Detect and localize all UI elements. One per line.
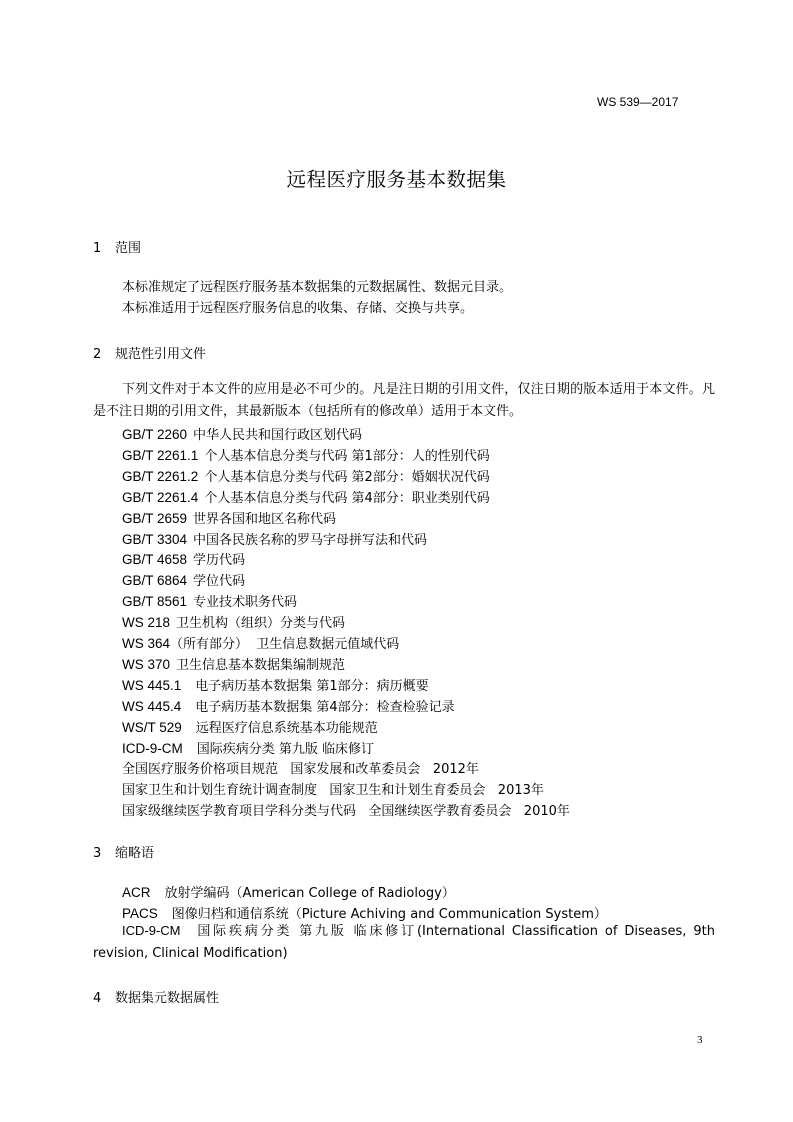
reference-item bbox=[122, 591, 297, 610]
abbreviation-item bbox=[93, 920, 715, 965]
section-4-heading bbox=[93, 987, 219, 1006]
section-1-heading bbox=[93, 237, 141, 256]
reference-item-other: 国家级继续医学教育项目学科分类与代码 全国继续医学教育委员会 2010年 bbox=[122, 804, 570, 819]
section-title: 数据集元数据属性 bbox=[115, 991, 220, 1006]
reference-code: WS/T 529 bbox=[122, 720, 182, 735]
reference-title: 世界各国和地区名称代码 bbox=[193, 512, 337, 527]
reference-code: GB/T 4658 bbox=[122, 552, 188, 567]
reference-title: 远程医疗信息系统基本功能规范 bbox=[195, 721, 378, 736]
reference-title: 卫生信息基本数据集编制规范 bbox=[176, 658, 346, 673]
reference-item bbox=[122, 529, 427, 548]
reference-item-other: 国家卫生和计划生育统计调查制度 国家卫生和计划生育委员会 2013年 bbox=[122, 783, 544, 798]
reference-code: GB/T 3304 bbox=[122, 532, 188, 547]
reference-title: 学位代码 bbox=[193, 574, 246, 589]
section-3-heading bbox=[93, 842, 154, 861]
document-code: WS 539—2017 bbox=[597, 95, 679, 109]
reference-title: 个人基本信息分类与代码 第2部分：婚姻状况代码 bbox=[204, 470, 490, 485]
section-number: 3 bbox=[93, 846, 102, 861]
reference-code: GB/T 2261.4 bbox=[122, 490, 199, 505]
section-title: 缩略语 bbox=[115, 846, 155, 861]
reference-code: ICD-9-CM bbox=[122, 741, 183, 756]
reference-code: GB/T 8561 bbox=[122, 594, 188, 609]
reference-item bbox=[122, 654, 345, 673]
scope-paragraph-2: 本标准适用于远程医疗服务信息的收集、存储、交换与共享。 bbox=[122, 301, 474, 316]
section-2-heading bbox=[93, 343, 206, 362]
reference-item-other: 全国医疗服务价格项目规范 国家发展和改革委员会 2012年 bbox=[122, 762, 479, 777]
reference-item bbox=[122, 424, 362, 443]
abbreviation-item bbox=[122, 882, 455, 901]
reference-title: 专业技术职务代码 bbox=[193, 595, 298, 610]
reference-item bbox=[122, 445, 490, 464]
reference-item bbox=[122, 466, 490, 485]
reference-title: （所有部分） 卫生信息数据元值域代码 bbox=[170, 637, 400, 652]
section-number: 2 bbox=[93, 347, 102, 362]
reference-title: 个人基本信息分类与代码 第1部分：人的性别代码 bbox=[204, 449, 490, 464]
reference-item bbox=[122, 612, 345, 631]
reference-code: WS 445.4 bbox=[122, 699, 182, 714]
reference-code: GB/T 2659 bbox=[122, 511, 188, 526]
reference-item bbox=[122, 549, 245, 568]
reference-item bbox=[122, 487, 490, 506]
reference-item bbox=[122, 696, 455, 715]
reference-item bbox=[122, 633, 399, 652]
reference-code: GB/T 6864 bbox=[122, 573, 188, 588]
page-title: 远程医疗服务基本数据集 bbox=[286, 168, 507, 191]
reference-title: 电子病历基本数据集 第4部分：检查检验记录 bbox=[195, 700, 455, 715]
section-number: 1 bbox=[93, 241, 102, 256]
reference-title: 中华人民共和国行政区划代码 bbox=[193, 428, 363, 443]
page-number: 3 bbox=[697, 1034, 703, 1046]
reference-code: GB/T 2260 bbox=[122, 427, 188, 442]
reference-code: WS 445.1 bbox=[122, 678, 182, 693]
abbreviation-term: ACR bbox=[122, 885, 151, 900]
reference-item bbox=[122, 508, 336, 527]
reference-code: WS 218 bbox=[122, 615, 171, 630]
abbreviation-desc: 国际疾病分类 第九版 临床修订(International Classification of Diseases, 9th revision, Clinical Modification) bbox=[93, 924, 715, 961]
reference-item bbox=[122, 738, 374, 757]
section-title: 范围 bbox=[115, 241, 142, 256]
reference-code: WS 370 bbox=[122, 657, 171, 672]
section-number: 4 bbox=[93, 991, 102, 1006]
abbreviation-term: ICD-9-CM bbox=[122, 923, 181, 938]
reference-title: 国际疾病分类 第九版 临床修订 bbox=[196, 742, 375, 757]
abbreviation-term: PACS bbox=[122, 906, 158, 921]
scope-paragraph-1: 本标准规定了远程医疗服务基本数据集的元数据属性、数据元目录。 bbox=[122, 280, 513, 295]
reference-title: 中国各民族名称的罗马字母拼写法和代码 bbox=[193, 533, 428, 548]
reference-item bbox=[122, 675, 429, 694]
references-intro: 下列文件对于本文件的应用是必不可少的。凡是注日期的引用文件，仅注日期的版本适用于本文件。凡是不注日期的引用文件，其最新版本（包括所有的修改单）适用于本文件。 bbox=[93, 382, 715, 419]
reference-code: GB/T 2261.2 bbox=[122, 469, 199, 484]
reference-title: 学历代码 bbox=[193, 553, 246, 568]
reference-title: 个人基本信息分类与代码 第4部分：职业类别代码 bbox=[204, 491, 490, 506]
reference-item bbox=[122, 570, 245, 589]
reference-title: 电子病历基本数据集 第1部分：病历概要 bbox=[195, 679, 429, 694]
reference-title: 卫生机构（组织）分类与代码 bbox=[176, 616, 346, 631]
reference-code: WS 364 bbox=[122, 636, 171, 651]
reference-code: GB/T 2261.1 bbox=[122, 448, 199, 463]
abbreviation-desc: 放射学编码（American College of Radiology） bbox=[164, 886, 455, 901]
section-title: 规范性引用文件 bbox=[115, 347, 207, 362]
abbreviation-desc: 图像归档和通信系统（Picture Achiving and Communication System） bbox=[171, 907, 607, 922]
reference-item bbox=[122, 717, 378, 736]
